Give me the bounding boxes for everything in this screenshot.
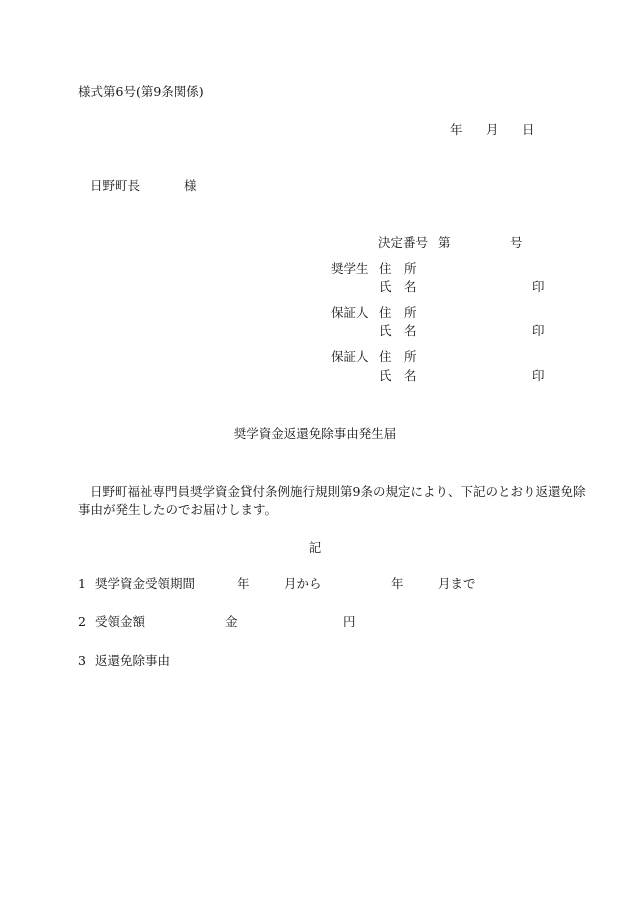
signatory-seal: 印 — [532, 368, 545, 383]
date-year-label: 年 — [450, 122, 463, 137]
signatory-seal: 印 — [532, 279, 545, 294]
signatory-seal: 印 — [532, 323, 545, 338]
signatory-name-label: 氏 名 — [379, 323, 417, 338]
document-title: 奨学資金返還免除事由発生届 — [233, 426, 397, 441]
ki-heading: 記 — [308, 540, 322, 555]
item-1-month-from: 月から — [284, 576, 322, 591]
item-2-kin: 金 — [225, 614, 238, 629]
item-label: 受領金額 — [95, 614, 146, 629]
body-line-2: 事由が発生したのでお届けします。 — [78, 502, 278, 517]
addressee-name: 日野町長 — [90, 178, 141, 193]
item-1-year-start: 年 — [237, 576, 250, 591]
item-label: 奨学資金受領期間 — [95, 576, 196, 591]
signatory-address-label: 住 所 — [379, 261, 417, 276]
item-number: 2 — [78, 614, 86, 629]
signatory-address-label: 住 所 — [379, 305, 417, 320]
item-label: 返還免除事由 — [95, 653, 171, 668]
signatory-name-label: 氏 名 — [379, 368, 417, 383]
item-1-year-end: 年 — [391, 576, 404, 591]
decision-number-label: 決定番号 — [378, 235, 429, 250]
date-month-label: 月 — [486, 122, 499, 137]
signatory-role: 保証人 — [331, 305, 369, 320]
signatory-role: 保証人 — [331, 349, 369, 364]
item-number: 1 — [78, 576, 86, 591]
body-line-1: 日野町福祉専門員奨学資金貸付条例施行規則第9条の規定により、下記のとおり返還免除 — [90, 484, 586, 499]
form-number: 様式第6号(第9条関係) — [78, 84, 204, 99]
item-1-month-to: 月まで — [438, 576, 476, 591]
item-number: 3 — [78, 653, 86, 668]
signatory-name-label: 氏 名 — [379, 279, 417, 294]
signatory-role: 奨学生 — [331, 261, 369, 276]
decision-number-prefix: 第 — [438, 235, 451, 250]
decision-number-suffix: 号 — [510, 235, 523, 250]
signatory-address-label: 住 所 — [379, 349, 417, 364]
addressee-honorific: 様 — [184, 178, 197, 193]
date-day-label: 日 — [522, 122, 535, 137]
item-2-yen: 円 — [343, 614, 356, 629]
